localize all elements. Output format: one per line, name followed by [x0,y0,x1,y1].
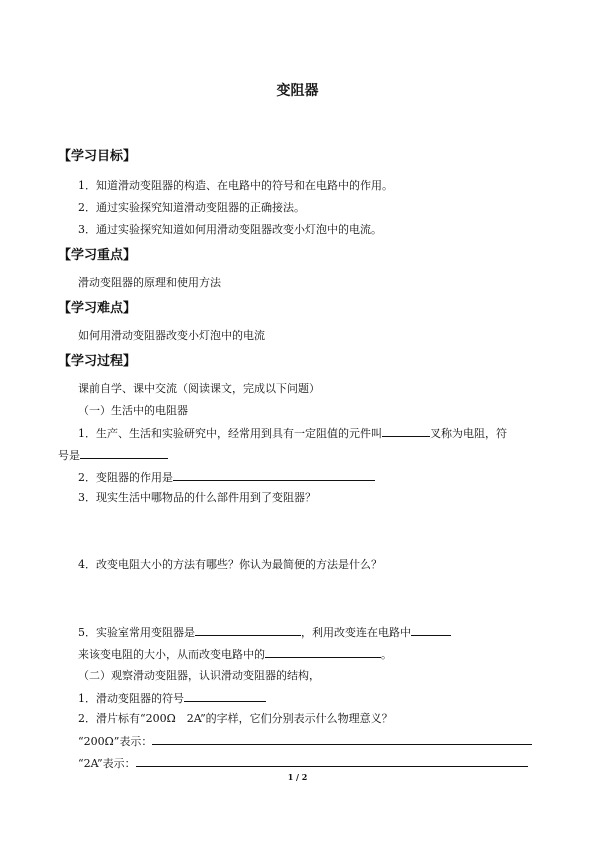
question-5-text-a: 5．实验室常用变阻器是 [78,626,195,639]
goal-item-1: 1．知道滑动变阻器的构造、在电路中的符号和在电路中的作用。 [78,179,393,192]
question-1-text-b: 叉称为电阻，符 [430,427,507,440]
answer-blank[interactable] [382,424,430,437]
answer-2a [78,754,528,771]
answer-blank[interactable] [136,754,528,767]
question-1-line-1 [78,424,507,441]
answer-blank[interactable] [265,645,381,658]
answer-2a-label: “2A”表示： [78,757,136,770]
key-heading: 【学习重点】 [58,248,137,263]
part2-title: （二）观察滑动变阻器，认识滑动变阻器的结构， [78,669,320,682]
question-5-text-b: ，利用改变连在电路中 [301,626,411,639]
question-2-text: 2．变阻器的作用是 [78,471,173,484]
process-intro: 课前自学、课中交流（阅读课文，完成以下问题） [78,382,320,395]
part2-question-1 [78,689,266,706]
question-5-text-d: 。 [381,648,392,661]
difficulty-text: 如何用滑动变阻器改变小灯泡中的电流 [78,329,265,342]
part2-question-2: 2．滑片标有“200Ω 2A”的字样，它们分别表示什么物理意义？ [78,712,393,725]
goals-heading: 【学习目标】 [58,149,137,164]
answer-200ohm [78,732,532,749]
difficulty-heading: 【学习难点】 [58,301,137,316]
goal-item-2: 2．通过实验探究知道滑动变阻器的正确接法。 [78,201,305,214]
answer-blank[interactable] [184,689,266,702]
page-title: 变阻器 [276,83,319,99]
question-5-line-1 [78,623,451,640]
question-1-line-2 [58,446,168,463]
answer-blank[interactable] [80,446,168,459]
question-5-text-c: 来该变电阻的大小，从而改变电路中的 [78,648,265,661]
key-text: 滑动变阻器的原理和使用方法 [78,276,221,289]
page-number: 1 / 2 [287,772,308,782]
part2-question-1-text: 1．滑动变阻器的符号 [78,692,184,705]
question-4: 4．改变电阻大小的方法有哪些？你认为最简便的方法是什么？ [78,558,382,571]
question-1-text-c: 号是 [58,449,80,462]
question-5-line-2 [78,645,392,662]
answer-blank[interactable] [152,732,532,745]
question-2 [78,468,375,485]
answer-200ohm-label: “200Ω”表示： [78,735,153,748]
process-heading: 【学习过程】 [58,354,137,369]
answer-blank[interactable] [195,623,301,636]
question-3: 3．现实生活中哪物品的什么部件用到了变阻器？ [78,491,316,504]
goal-item-3: 3．通过实验探究知道如何用滑动变阻器改变小灯泡中的电流。 [78,223,382,236]
answer-blank[interactable] [411,623,451,636]
answer-blank[interactable] [173,468,375,481]
part1-title: （一）生活中的电阻器 [78,404,188,417]
question-1-text-a: 1．生产、生活和实验研究中，经常用到具有一定阻值的元件叫 [78,427,382,440]
